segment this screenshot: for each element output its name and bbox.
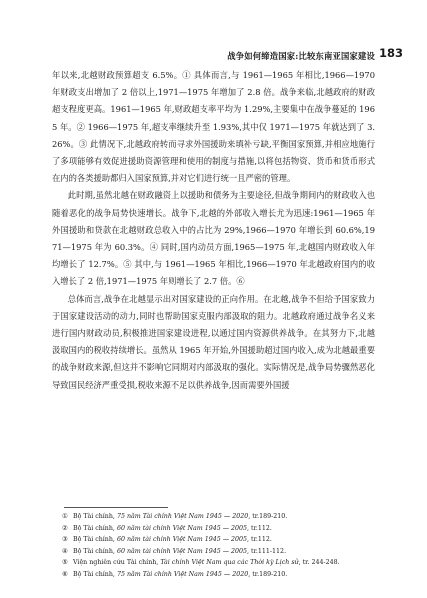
footnote-title: 75 năm Tài chính Việt Nam 1945 — 2020 bbox=[116, 570, 249, 578]
footnote-marker: ② bbox=[62, 524, 68, 532]
footnote-title: 60 năm tài chính Việt Nam 1945 — 2005 bbox=[116, 536, 248, 544]
footnote bbox=[52, 523, 375, 535]
footnote bbox=[52, 557, 375, 569]
footnote-marker: ⑥ bbox=[62, 570, 68, 578]
footnote-pages: , tr.112. bbox=[247, 536, 272, 544]
paragraph-continued: 年以来,北越财政预算超支 6.5%。① 具体而言,与 1961—1965 年相比,1966—1970 年财政支出增加了 2 倍以上,1971—1975 年增加了 2.8 倍。战争来临,北越政府的财政超支程度更高。1961—1965 年,财政超支率平均为 1.29%,主要集中在战争蔓延的 1965 年。② 1966—1975 年,超支率继续升至 1.93%,其中仅 1971—1975 年就达到了 3.26%。③ 此情况下,北越政府转而寻求外国援助来填补亏缺,平衡国家预算,并相应地施行了多项能够有效促进援助资源管理和使用的制度与措施,以将包括物资、货币和货币形式在内的各类援助都归入国家预算,并对它们进行统一且严密的管理。 bbox=[52, 70, 375, 184]
footnote-title: 60 năm tài chính Việt Nam 1945 — 2005 bbox=[116, 524, 248, 532]
footnote bbox=[52, 569, 375, 581]
footnote bbox=[52, 511, 375, 523]
footnote-marker: ⑤ bbox=[62, 559, 68, 567]
footnote-author: Viện nghiên cứu Tài chính, bbox=[73, 559, 159, 567]
footnote-author: Bộ Tài chính, bbox=[73, 570, 115, 578]
footnote bbox=[52, 534, 375, 546]
footnote-title: 60 năm tài chính Việt Nam 1945 — 2005 bbox=[116, 547, 248, 555]
footnote-title: Tài chính Việt Nam qua các Thời kỳ Lịch sử bbox=[160, 559, 299, 567]
footnote-marker: ① bbox=[62, 513, 68, 520]
footnote-divider bbox=[64, 507, 168, 508]
footnote-author: Bộ Tài chính, bbox=[73, 524, 115, 532]
page-number: 183 bbox=[379, 46, 404, 60]
footnote-marker: ③ bbox=[62, 536, 68, 544]
footnote-author: Bộ Tài chính, bbox=[73, 513, 115, 520]
footnote-pages: , tr.189-210. bbox=[248, 513, 288, 520]
footnote-pages: , tr.111-112. bbox=[247, 547, 287, 555]
footnote-title: 75 năm Tài chính Việt Nam 1945 — 2020 bbox=[116, 513, 249, 520]
body-text bbox=[52, 67, 375, 394]
footnote bbox=[52, 546, 375, 558]
footnotes bbox=[52, 511, 375, 581]
footnote-author: Bộ Tài chính, bbox=[73, 547, 115, 555]
footnote-pages: , tr. 244-248. bbox=[298, 559, 340, 567]
paragraph: 总体而言,战争在北越显示出对国家建设的正向作用。在北越,战争不但给予国家致力于国家建设活动的动力,同时也帮助国家克服内部汲取的阻力。北越政府通过战争名义来进行国内财政动员,积极推进国家建设进程,以通过国内资源供养战争。在其努力下,北越汲取国内的税收持续增长。虽然从 1965 年开始,外国援助超过国内收入,成为北越最重要的战争财政来源,但这并不影响它同期对内部汲取的强化。实际情况是,战争局势骤然恶化导致国民经济严重受损,税收来源不足以供养战争,因而需要外国援 bbox=[52, 293, 375, 390]
footnote-marker: ④ bbox=[62, 547, 68, 555]
footnote-author: Bộ Tài chính, bbox=[73, 536, 115, 544]
footnote-pages: , tr.189-210. bbox=[248, 570, 288, 578]
footnote-pages: , tr.112. bbox=[247, 524, 272, 532]
paragraph: 此时期,虽然北越在财政融资上以援助和债务为主要途径,但战争期间内的财政收入也随着恶化的战争局势快速增长。战争下,北越的外部收入增长尤为迅速:1961—1965 年外国援助和贷款在北越财政总收入中的占比为 29%,1966—1970 年增长到 60.6%,1971—1975 年为 60.3%。④ 同时,国内动员方面,1965—1975 年,北越国内财政收入年均增长了 12.7%。⑤ 其中,与 1961—1965 年相比,1966—1970 年北越政府国内的收入增长了 2 倍,1971—1975 年则增长了 2.7 倍。⑥ bbox=[52, 190, 375, 287]
running-header: 战争如何缔造国家:比较东南亚国家建设 bbox=[227, 51, 375, 61]
